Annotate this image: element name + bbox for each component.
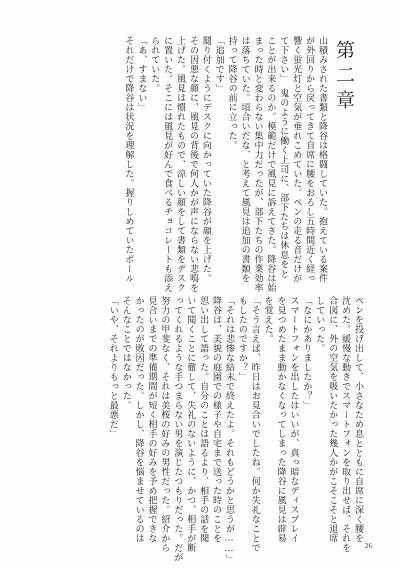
text-line: が外回りから戻ってきて自席に腰をおろし五時間近く経っ	[304, 36, 315, 283]
text-line: 「いや、それよりもっと最悪だ」	[107, 296, 118, 439]
text-line: その因悪な顔に、風見の背後で何人かが声にならない悲鳴を	[187, 36, 198, 293]
text-line: スマートフォンを出したはいいが、真っ暗なディスプレイ	[288, 296, 299, 543]
text-line: 上げた。風見は慣れたもので、涼しい顔をして書類をデスク	[175, 36, 186, 293]
text-line: て下さい」 鬼のように働く上司に、部下たちは休息をと	[278, 36, 289, 279]
text-line: もしたのですか？」	[236, 296, 247, 382]
text-line: ことが出来るのか。模範だけで風見に訴えてきた。降谷は始	[265, 36, 276, 293]
upper-text-block	[122, 36, 329, 293]
text-line: かったのが敗因だった。しかし、降谷を悩ませているのは	[133, 296, 144, 543]
text-line: 沈めた。緩慢な動きでスマートフォンを取り出せば、それを	[340, 296, 351, 553]
text-line: 「そう言えば、昨日はお見合いでしたね。何か失礼なことで	[249, 296, 260, 553]
text-line: に置いた。そこには風見が好んで食べるチョコレートも添え	[162, 36, 173, 293]
text-line: 「あ、すまない」	[136, 36, 147, 112]
text-line: 「なにかありましたか？」	[301, 296, 312, 410]
lower-text-block	[106, 296, 364, 564]
text-line: いて聞くことに徹して、失礼のないように、かつ、相手が断	[185, 296, 196, 553]
text-line: まった時と変わらない集中力だったが、部下たちの作業効率	[252, 36, 263, 293]
text-line: 持って降谷の前に立った。	[226, 36, 237, 150]
text-line: そんなことではなかった。	[120, 296, 131, 410]
text-line: していった。	[314, 296, 325, 353]
text-line: 「追加です」	[213, 36, 224, 93]
text-line: 思い出して語った。自分のことは語るより、相手の話を聞	[198, 296, 209, 543]
text-line: 山積みされた書類と降谷は格闘していた。抱えている案件	[317, 36, 327, 283]
text-line: ペンを投げ出して、小さなため息とともに自席に深く腰を	[353, 296, 363, 543]
page-number: 26	[365, 542, 372, 550]
text-line: 降谷は、美貌の庭園での様子や自宅まで送った時のことを	[211, 296, 222, 543]
text-line: 鬩り付くようにデスクに向かっていた降谷が顔を上げた。	[200, 36, 211, 283]
text-line: は落ちていた。頃合いだな、と考えて風見は追加の書類を	[239, 36, 250, 283]
text-line: ってくれるような手つまらない男を演じたつもりだった。だが	[172, 296, 183, 562]
text-line: られていた。	[149, 36, 160, 93]
text-line: を見つめたまま動かなくなってしまった降谷に風見は辟易	[275, 296, 286, 543]
text-line: 努力の甲斐なく、それは美桜の好みの男性だった。紹介から	[159, 296, 170, 553]
chapter-title: 第二章	[333, 40, 355, 115]
text-line: を覚えた。	[262, 296, 273, 344]
text-line: 見合いまでの準備期間が短く相手の好みを予め把握できな	[146, 296, 157, 543]
text-line: 合図に、外の空気を吸いたかった幾人かがこそこそと退席	[327, 296, 338, 543]
text-line: 響く蛍光灯と空気が垂れこめていた。ペンの走る音だけが	[291, 36, 302, 283]
text-line: それだけで降谷は状況を理解した。握りしめていたボール	[123, 36, 134, 283]
text-line: 「それは悲惨な結末で終えたよ。それもどうかと思うが……」	[223, 296, 234, 564]
